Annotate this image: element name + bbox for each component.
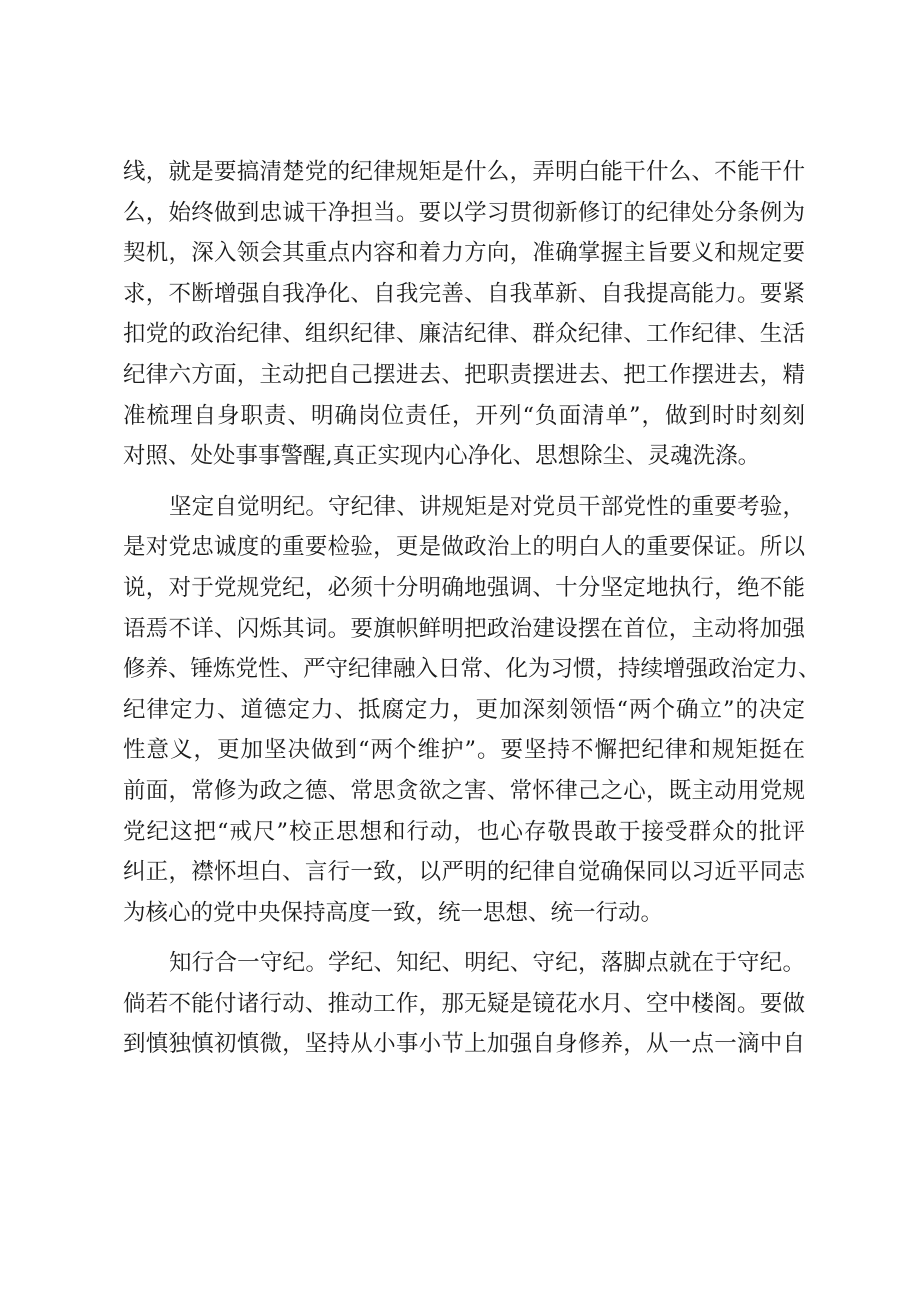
- text-line: 么，始终做到忠诚干净担当。要以学习贯彻新修订的纪律处分条例为: [123, 199, 805, 226]
- text-line: 说，对于党规党纪，必须十分明确地强调、十分坚定地执行，绝不能: [123, 574, 805, 601]
- text-line: 为核心的党中央保持高度一致，统一思想、统一行动。: [123, 899, 664, 926]
- paragraph: [123, 487, 821, 934]
- paragraph-gap: [123, 933, 805, 943]
- document-body: [123, 152, 821, 1065]
- text-line: 求，不断增强自我净化、自我完善、自我革新、自我提高能力。要紧: [123, 280, 805, 307]
- paragraph: [123, 943, 805, 1065]
- text-line: 纪律定力、道德定力、抵腐定力，更加深刻领悟“两个确立”的决定: [123, 696, 805, 723]
- paragraph-gap: [123, 477, 805, 487]
- text-line: 倘若不能付诸行动、推动工作，那无疑是镜花水月、空中楼阁。要做: [123, 990, 805, 1017]
- paragraph: [123, 152, 805, 477]
- text-line: 扣党的政治纪律、组织纪律、廉洁纪律、群众纪律、工作纪律、生活: [123, 321, 805, 348]
- text-line: 修养、锤炼党性、严守纪律融入日常、化为习惯，持续增强政治定力、: [123, 656, 821, 683]
- text-line: 党纪这把“戒尺”校正思想和行动，也心存敬畏敢于接受群众的批评: [123, 818, 805, 845]
- text-line: 知行合一守纪。学纪、知纪、明纪、守纪，落脚点就在于守纪。: [169, 950, 805, 977]
- text-line: 纪律六方面，主动把自己摆进去、把职责摆进去、把工作摆进去，精: [123, 361, 805, 388]
- text-line: 是对党忠诚度的重要检验，更是做政治上的明白人的重要保证。所以: [123, 534, 805, 561]
- text-line: 纠正，襟怀坦白、言行一致，以严明的纪律自觉确保同以习近平同志: [123, 859, 805, 886]
- text-line: 前面，常修为政之德、常思贪欲之害、常怀律己之心，既主动用党规: [123, 777, 805, 804]
- text-line: 对照、处处事事警醒,真正实现内心净化、思想除尘、灵魂洗涤。: [123, 443, 761, 470]
- text-line: 契机，深入领会其重点内容和着力方向，准确掌握主旨要义和规定要: [123, 240, 805, 267]
- text-line: 线，就是要搞清楚党的纪律规矩是什么，弄明白能干什么、不能干什: [123, 159, 805, 185]
- text-line: 坚定自觉明纪。守纪律、讲规矩是对党员干部党性的重要考验，: [169, 493, 805, 520]
- text-line: 到慎独慎初慎微，坚持从小事小节上加强自身修养，从一点一滴中自: [123, 1031, 805, 1058]
- text-line: 语焉不详、闪烁其词。要旗帜鲜明把政治建设摆在首位，主动将加强: [123, 615, 805, 642]
- text-line: 性意义，更加坚决做到“两个维护”。要坚持不懈把纪律和规矩挺在: [123, 737, 805, 764]
- text-line: 准梳理自身职责、明确岗位责任，开列“负面清单”，做到时时刻刻: [123, 402, 805, 429]
